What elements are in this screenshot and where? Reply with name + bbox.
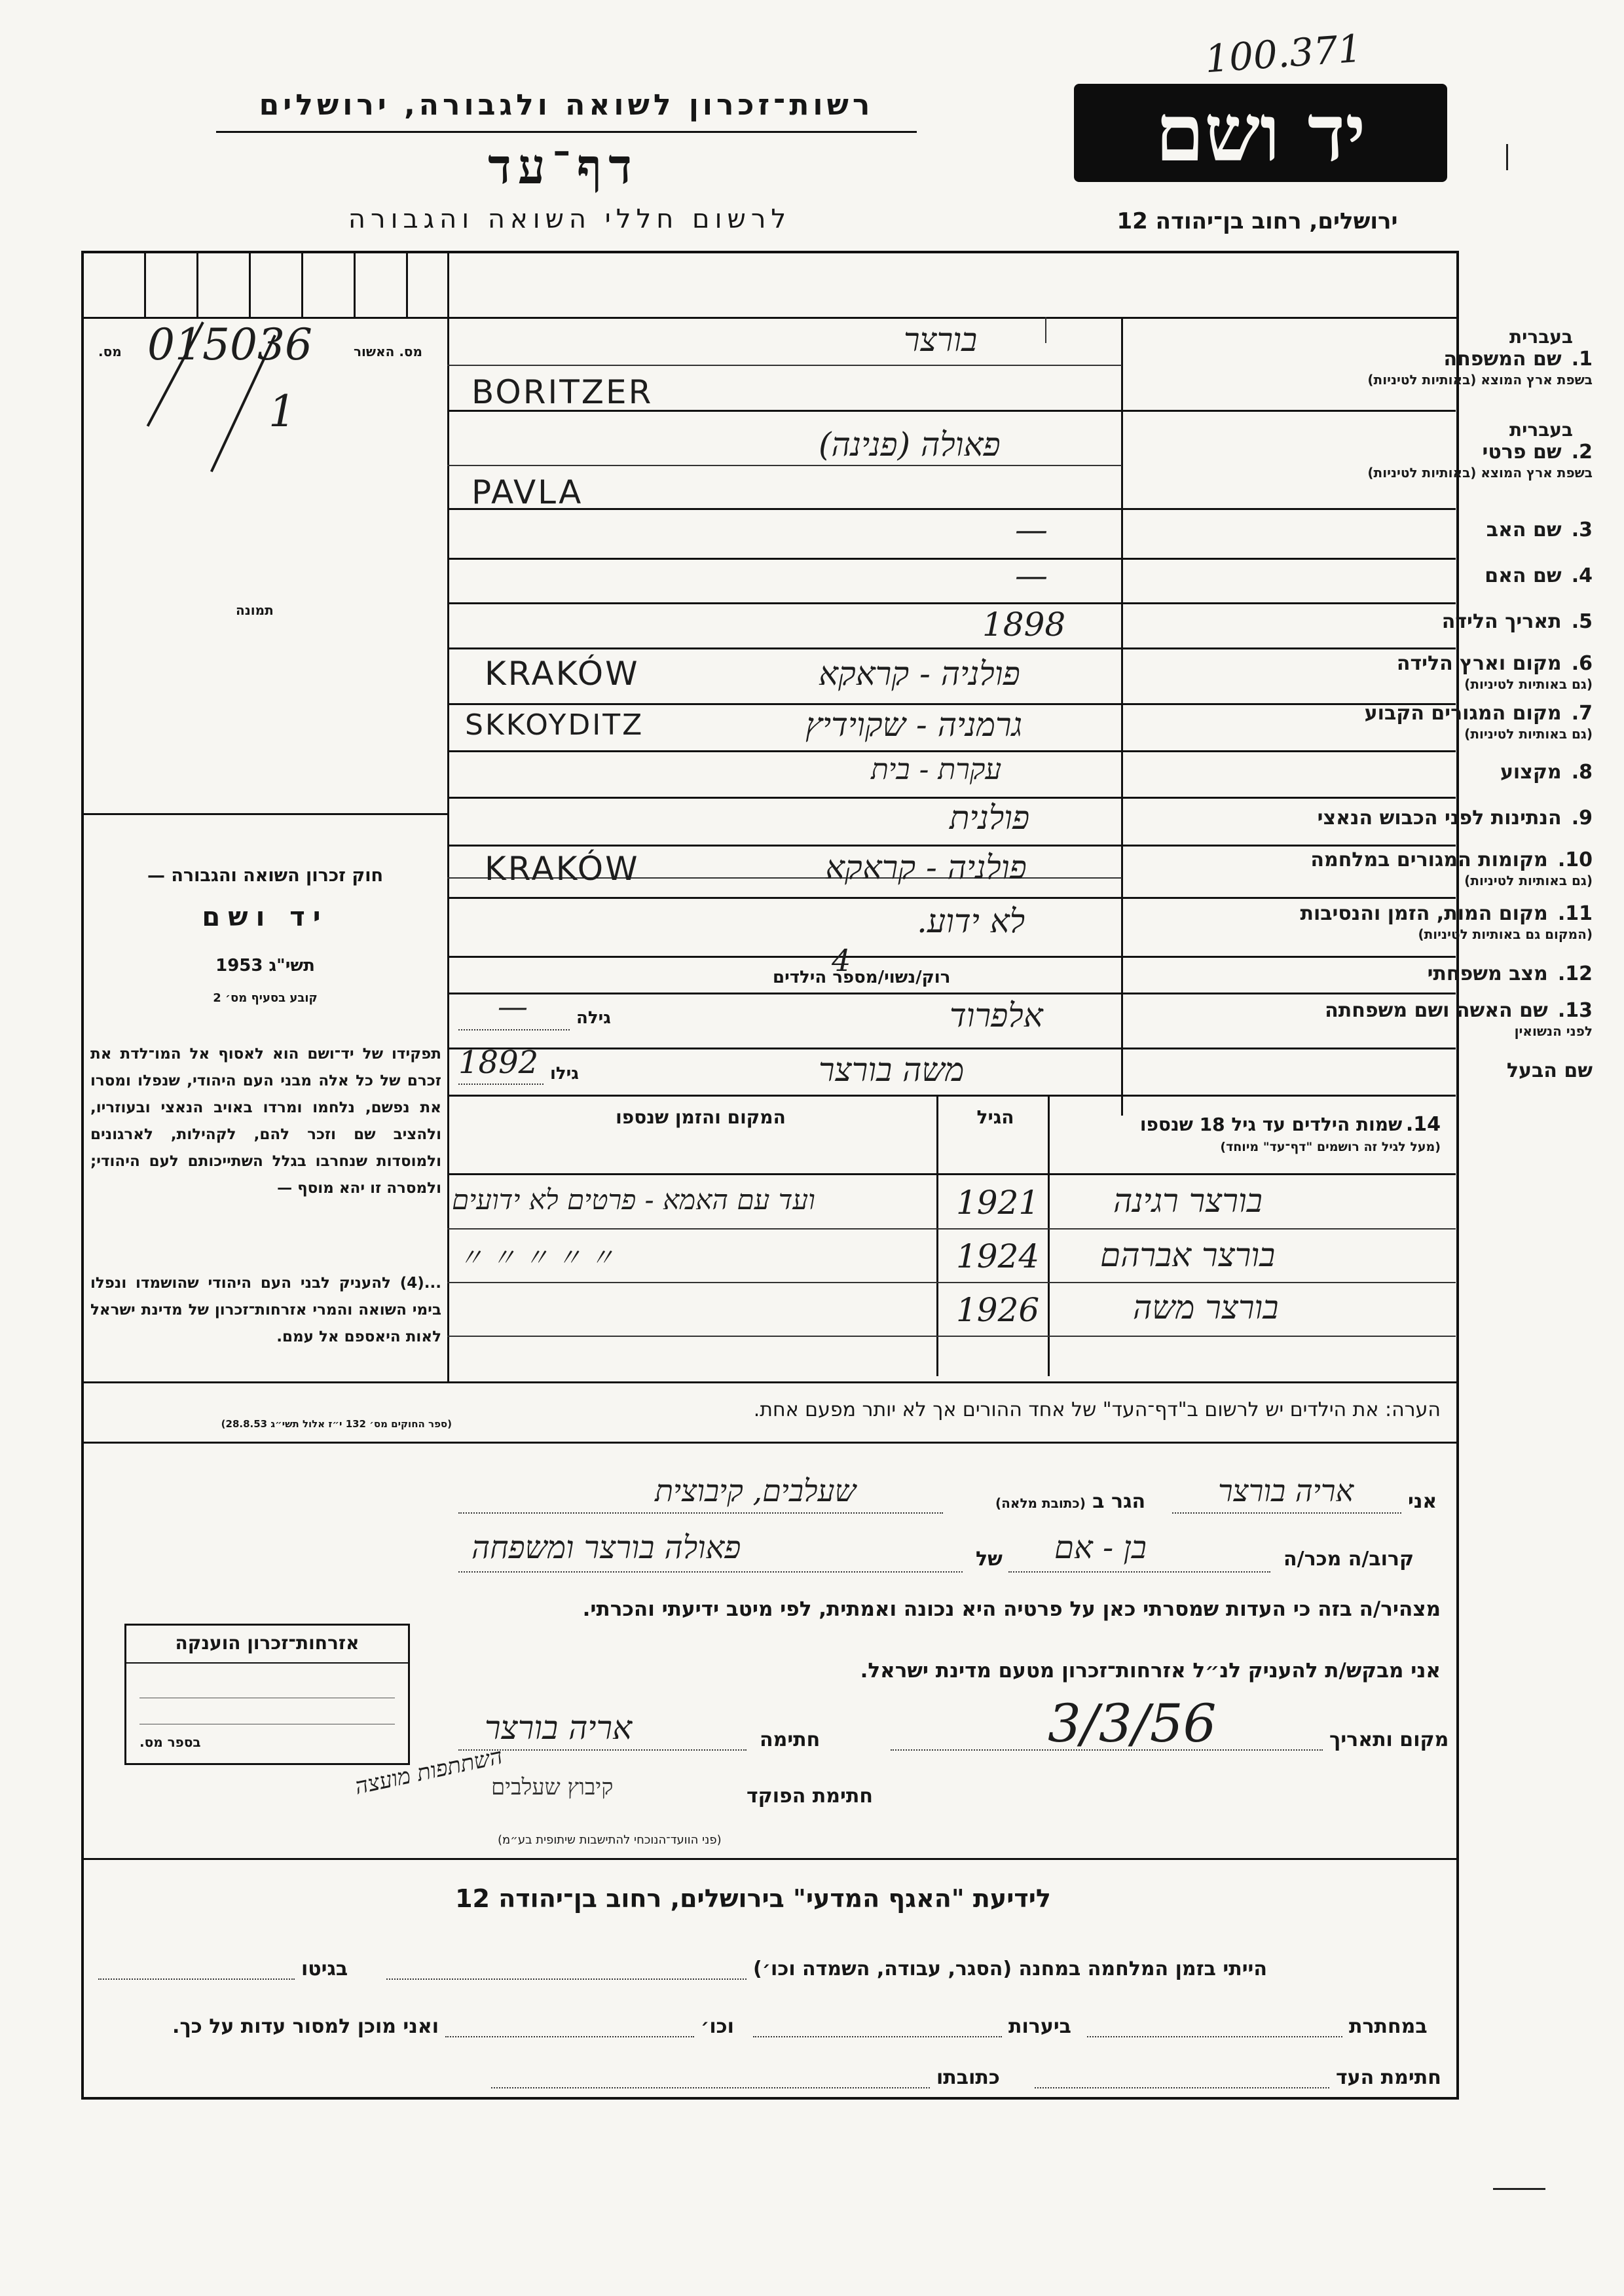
wife-maiden-name: אלפרוד bbox=[950, 996, 1043, 1034]
birth-date: 1898 bbox=[982, 606, 1066, 644]
profession: עקרת - בית bbox=[871, 753, 1002, 786]
citizenship-box-line bbox=[126, 1662, 408, 1664]
official-sub: (פני הוועד־הנוכחי להתישבות שיתופית בע״מ) bbox=[498, 1833, 722, 1847]
marital-status-options: רוק/נשוי/מספר הילדים bbox=[773, 968, 951, 987]
first-name-hebrew: פאולה (פנינה) bbox=[819, 426, 1001, 464]
left-panel-divider bbox=[447, 251, 449, 1381]
law-year: תשי"ג 1953 bbox=[215, 956, 315, 975]
row-rule-14 bbox=[447, 1095, 1456, 1097]
children-row-rule bbox=[447, 1228, 1456, 1230]
field-6-label: 6. מקום וארץ הלידה (גם באותיות לטיניות) bbox=[1396, 652, 1593, 692]
residence-latin: SKKOYDITZ bbox=[465, 708, 644, 742]
child-1-age: 1921 bbox=[956, 1184, 1040, 1222]
father-name: — bbox=[1015, 511, 1048, 549]
field-7-label: 7. מקום המגורים הקבוע (גם באותיות לטיניות) bbox=[1364, 702, 1593, 742]
children-row-rule bbox=[447, 1282, 1456, 1283]
top-strip-bottom bbox=[81, 317, 1456, 319]
row-rule-12 bbox=[447, 993, 1456, 994]
of-dots bbox=[458, 1571, 963, 1573]
footer-address-dots bbox=[491, 2087, 930, 2088]
archive-number: 100.371 bbox=[1203, 26, 1363, 82]
note-rule-bottom bbox=[81, 1442, 1456, 1444]
declaration-line-1: מצהיר/ה בזה כי העדות שמסרתי כאן על פרטיה היא נכונה ואמתית, לפי מיטב ידיעתי והכרתי. bbox=[582, 1597, 1441, 1621]
field-12-label: 12. מצב משפחתי bbox=[1427, 962, 1593, 985]
children-header-place: המקום והזמן שנספו bbox=[616, 1106, 786, 1128]
left-panel-rule bbox=[81, 813, 448, 815]
footer-underground-dots bbox=[1087, 2036, 1342, 2037]
residence-hebrew: גרמניה - שקוידיץ bbox=[805, 706, 1023, 744]
field-5-label: 5. תאריך הלידה bbox=[1441, 610, 1593, 633]
wife-age: — bbox=[498, 989, 528, 1024]
wartime-residence-hebrew: פולניה - קראקא bbox=[825, 848, 1027, 886]
relation-value: בן - אם bbox=[1054, 1529, 1147, 1566]
law-clause: קובע בסעיף מס׳ 2 bbox=[213, 991, 318, 1005]
law-body-2: ...(4) להעניק לבני העם היהודי שהושמדו ונפלו בימי השואה והמרי אזרחות־זכרון של מדינת ישראל לאות היאספם אל עמם. bbox=[90, 1275, 441, 1345]
row-rule-11 bbox=[447, 956, 1456, 958]
field-1-label: בעברית 1. שם המשפחה בשפת ארץ המוצא (באותיות לטיניות) bbox=[1226, 326, 1593, 388]
approval-label: מס. האשור bbox=[354, 344, 422, 359]
children-header-name: 14. שמות הילדים עד גיל 18 שנספו (מעל לגיל זה רושמים "דף־עד" מיוחד) bbox=[1139, 1113, 1441, 1154]
top-strip-cell bbox=[196, 251, 198, 317]
org-line: רשות־זכרון לשואה ולגבורה, ירושלים bbox=[259, 88, 874, 122]
citizenship-box-field: בספר מס. bbox=[139, 1734, 201, 1750]
latin-rule-1 bbox=[447, 365, 1122, 366]
label-column-divider bbox=[1121, 317, 1123, 1116]
nationality: פולנית bbox=[950, 799, 1030, 837]
note-rule-top bbox=[447, 1381, 1456, 1383]
relation-of-value: פאולה בורצר ומשפחה bbox=[471, 1529, 741, 1566]
approval-number: 015036 bbox=[147, 319, 312, 370]
field-2-lang: בעברית bbox=[1509, 419, 1573, 441]
footer-ghetto-label: בגיטו bbox=[301, 1958, 348, 1980]
child-2-age: 1924 bbox=[956, 1237, 1040, 1275]
footer-witness-signature-label: חתימת העד bbox=[1336, 2066, 1441, 2089]
wife-age-label: גילה bbox=[576, 1008, 611, 1028]
value-column-divider bbox=[1045, 317, 1046, 343]
resident-label: הגר ב (כתובת מלאה) bbox=[995, 1490, 1146, 1513]
husband-age-dots bbox=[458, 1084, 544, 1085]
citizenship-box-title: אזרחות־זכרון הוענקה bbox=[175, 1632, 360, 1654]
surname-latin: BORITZER bbox=[471, 373, 654, 411]
footer-underground-label: במחתרת bbox=[1349, 2015, 1428, 2038]
footer-etc-dots bbox=[445, 2036, 694, 2037]
birth-place-hebrew: פולניה - קראקא bbox=[819, 655, 1020, 693]
children-count: 4 bbox=[832, 943, 851, 978]
footer-testimony: ואני מוכן למסור עדות על כך. bbox=[172, 2015, 439, 2038]
law-ref: (ספר החוקים מס׳ 132 י״ז אלול תשי״ג 28.8.53) bbox=[221, 1418, 452, 1430]
footer-ghetto-dots bbox=[98, 1978, 295, 1980]
note-text: הערה: את הילדים יש לרשום ב"דף־העד" של אחד ההורים אך לא יותר מפעם אחת. bbox=[753, 1398, 1441, 1421]
children-row-rule bbox=[447, 1336, 1456, 1337]
top-strip-cell bbox=[354, 251, 356, 317]
footer-forests-label: ביערות bbox=[1008, 2015, 1071, 2038]
child-2-place: 〃 〃 〃 〃 〃 bbox=[458, 1243, 615, 1272]
declarant-label: אני bbox=[1408, 1490, 1437, 1513]
approval-page-label: מס. bbox=[98, 344, 122, 359]
approval-suffix: 1 bbox=[268, 386, 296, 437]
top-strip-cell bbox=[249, 251, 251, 317]
top-strip-cell bbox=[144, 251, 146, 317]
photo-label: תמונה bbox=[236, 602, 274, 618]
death-place: לא ידוע. bbox=[917, 902, 1025, 940]
field-4-label: 4. שם האם bbox=[1485, 564, 1593, 587]
footer-rule bbox=[81, 1858, 1456, 1860]
declarant-signature: אריה בורצר bbox=[485, 1709, 633, 1747]
children-col-name bbox=[1048, 1095, 1050, 1376]
citizenship-box bbox=[124, 1624, 410, 1765]
husband-age: 1892 bbox=[458, 1044, 539, 1081]
mother-name: — bbox=[1015, 556, 1048, 594]
declaration-date: 3/3/56 bbox=[1048, 1693, 1217, 1754]
field-9-label: 9. הנתינות לפני הכבוש הנאצי bbox=[1317, 807, 1593, 829]
footer-address-label: כתובתו bbox=[936, 2066, 1000, 2089]
law-body: תפקידו של יד־ושם הוא לאסוף אל המו־לדת את זכרם של כל אלה מבני העם היהודי, שנפלו ומסרו את נפשם, נלחמו ומרדו באויב הנאצי ובעוזריו, ולהציב שם וזכר להם, לקהילות, לארגונים ולמוסדות שנחרבו בגלל השתייכותם לעם היהודי; ולמסרה זו יהא מוסף — bbox=[90, 1046, 441, 1197]
field-13-label: 13. שם האשה ושם משפחתה לפני הנשואין bbox=[1325, 999, 1593, 1039]
signature-dots bbox=[458, 1749, 747, 1751]
row-rule-13 bbox=[447, 1048, 1456, 1049]
declaration-line-2: אני מבקש/ת להעניק לנ״ל אזרחות־זכרון מטעם מדינת ישראל. bbox=[860, 1659, 1441, 1683]
row-rule-3 bbox=[447, 558, 1456, 560]
wife-age-dots bbox=[458, 1029, 570, 1030]
husband-age-label: גילו bbox=[550, 1064, 579, 1084]
footer-etc-label: וכו׳ bbox=[701, 2015, 734, 2038]
row-rule-5 bbox=[447, 647, 1456, 649]
children-header-rule bbox=[447, 1173, 1456, 1175]
address-line: ירושלים, רחוב בן־יהודה 12 bbox=[1116, 208, 1398, 234]
top-strip-cell bbox=[301, 251, 303, 317]
top-strip-cell bbox=[406, 251, 408, 317]
child-3-name: בורצר משה bbox=[1133, 1288, 1279, 1326]
row-rule-2 bbox=[447, 508, 1456, 510]
form-title: דף־עד bbox=[488, 139, 638, 195]
relation-dots bbox=[1008, 1571, 1270, 1573]
signature-label: חתימה bbox=[760, 1728, 821, 1751]
official-signature-label: חתימת הפוקד bbox=[747, 1785, 873, 1808]
husband-name: משה בורצר bbox=[819, 1051, 965, 1089]
place-date-label: מקום ותאריך bbox=[1329, 1728, 1449, 1751]
margin-note: השתתפות מועצה bbox=[352, 1743, 506, 1800]
footer-witness-dots bbox=[1035, 2087, 1329, 2088]
first-name-latin: PAVLA bbox=[471, 473, 583, 511]
law-title: חוק זכרון השואה והגבורה — bbox=[147, 866, 384, 886]
footer-camp-dots bbox=[386, 1978, 747, 1980]
latin-rule-2 bbox=[447, 465, 1122, 466]
surname-hebrew: בורצר bbox=[904, 321, 978, 359]
child-1-place: ועד עם האמא - פרטים לא ידועים bbox=[452, 1184, 815, 1216]
footer-camp-label: הייתי בזמן המלחמה במחנה (הסגר, עבודה, השמדה וכו׳) bbox=[753, 1958, 1267, 1980]
field-11-label: 11. מקום המות, הזמן והנסיבות (המקום גם באותיות לטיניות) bbox=[1300, 902, 1593, 942]
husband-label: שם הבעל bbox=[1506, 1059, 1593, 1082]
law-name: יד ושם bbox=[202, 902, 329, 932]
field-1-lang: בעברית bbox=[1509, 326, 1573, 348]
wartime-residence-latin: KRAKÓW bbox=[485, 850, 640, 888]
field-10-label: 10. מקומות המגורים במלחמה (גם באותיות לטיניות) bbox=[1310, 848, 1593, 888]
official-stamp: קיבוץ שעלבים bbox=[491, 1774, 614, 1800]
declarant-name: אריה בורצר bbox=[1218, 1473, 1354, 1508]
child-2-name: בורצר אברהם bbox=[1100, 1236, 1276, 1274]
scan-mark bbox=[1506, 144, 1508, 170]
child-1-name: בורצר רגינה bbox=[1113, 1182, 1263, 1220]
children-header-age: הגיל bbox=[976, 1106, 1014, 1128]
field-2-label: בעברית 2. שם פרטי בשפת ארץ המוצא (באותיות לטיניות) bbox=[1226, 419, 1593, 481]
yad-vashem-logo: יד ושם bbox=[1074, 84, 1447, 182]
header-rule bbox=[216, 131, 917, 133]
scan-mark bbox=[1493, 2188, 1545, 2190]
children-col-age bbox=[936, 1095, 938, 1376]
row-rule-10 bbox=[447, 897, 1456, 899]
relation-label: קרוב/ה מכר/ה bbox=[1283, 1548, 1414, 1571]
footer-forests-dots bbox=[753, 2036, 1002, 2037]
footer-title: לידיעת "האגף המדעי" בירושלים, רחוב בן־יהודה 12 bbox=[455, 1884, 1051, 1913]
resident-dots bbox=[458, 1512, 943, 1514]
child-3-age: 1926 bbox=[956, 1291, 1040, 1329]
row-rule-7 bbox=[447, 750, 1456, 752]
row-rule-4 bbox=[447, 602, 1456, 604]
form-subtitle: לרשום חללי השואה והגבורה bbox=[348, 204, 792, 234]
birth-place-latin: KRAKÓW bbox=[485, 655, 640, 693]
field-8-label: 8. מקצוע bbox=[1500, 761, 1593, 784]
row-rule-9 bbox=[447, 845, 1456, 847]
of-label: של bbox=[976, 1548, 1003, 1571]
field-3-label: 3. שם האב bbox=[1486, 519, 1593, 541]
resident-address: שעלבים, קיבוצית bbox=[655, 1473, 857, 1508]
declarant-dots bbox=[1172, 1512, 1401, 1514]
